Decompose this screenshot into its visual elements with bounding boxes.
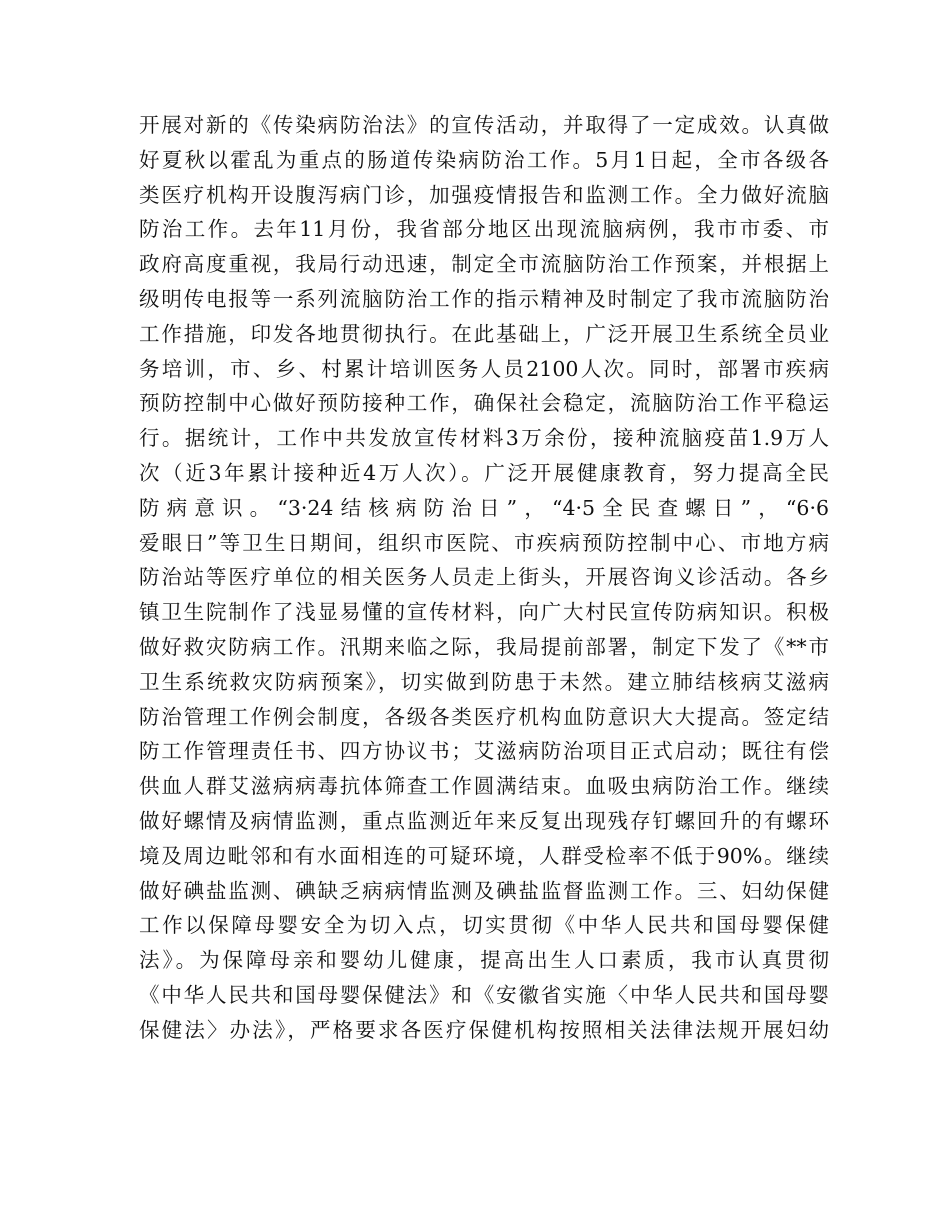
text-line: 工作措施，印发各地贯彻执行。在此基础上，广泛开展卫生系统全员业 — [139, 321, 829, 346]
text-line: 级明传电报等一系列流脑防治工作的指示精神及时制定了我市流脑防治 — [139, 286, 829, 311]
text-line: 类医疗机构开设腹泻病门诊，加强疫情报告和监测工作。全力做好流脑 — [139, 182, 829, 207]
text-line: 卫生系统救灾防病预案》，切实做到防患于未然。建立肺结核病艾滋病 — [139, 669, 829, 694]
text-line: 防工作管理责任书、四方协议书；艾滋病防治项目正式启动；既往有偿 — [139, 739, 829, 764]
text-line: 做好救灾防病工作。汛期来临之际，我局提前部署，制定下发了《**市 — [139, 634, 829, 659]
text-line: 开展对新的《传染病防治法》的宣传活动，并取得了一定成效。认真做 — [139, 113, 829, 137]
text-line: 做好碘盐监测、碘缺乏病病情监测及碘盐监督监测工作。三、妇幼保健 — [139, 878, 829, 903]
text-line: 保健法〉办法》，严格要求各医疗保健机构按照相关法律法规开展妇幼 — [139, 1017, 829, 1042]
body-text — [139, 108, 829, 1048]
text-line: 防病意识。“3·24结核病防治日”，“4·5全民查螺日”，“6·6 — [139, 495, 829, 520]
text-line: 政府高度重视，我局行动迅速，制定全市流脑防治工作预案，并根据上 — [139, 252, 829, 277]
text-line: 行。据统计，工作中共发放宣传材料3万余份，接种流脑疫苗1.9万人 — [139, 426, 829, 451]
text-line: 防治站等医疗单位的相关医务人员走上街头，开展咨询义诊活动。各乡 — [139, 565, 829, 590]
text-line: 镇卫生院制作了浅显易懂的宣传材料，向广大村民宣传防病知识。积极 — [139, 600, 829, 625]
text-line: 法》。为保障母亲和婴幼儿健康，提高出生人口素质，我市认真贯彻 — [139, 948, 829, 973]
text-line: 预防控制中心做好预防接种工作，确保社会稳定，流脑防治工作平稳运 — [139, 391, 829, 416]
text-line: 工作以保障母婴安全为切入点，切实贯彻《中华人民共和国母婴保健 — [139, 913, 829, 938]
text-line: 防治工作。去年11月份，我省部分地区出现流脑病例，我市市委、市 — [139, 217, 829, 242]
text-line: 供血人群艾滋病病毒抗体筛查工作圆满结束。血吸虫病防治工作。继续 — [139, 774, 829, 799]
text-line: 防治管理工作例会制度，各级各类医疗机构血防意识大大提高。签定结 — [139, 704, 829, 729]
text-line: 爱眼日”等卫生日期间，组织市医院、市疾病预防控制中心、市地方病 — [139, 530, 829, 555]
text-line: 好夏秋以霍乱为重点的肠道传染病防治工作。5月1日起，全市各级各 — [139, 147, 829, 172]
text-line: 务培训，市、乡、村累计培训医务人员2100人次。同时，部署市疾病 — [139, 356, 829, 381]
text-line: 次（近3年累计接种近4万人次）。广泛开展健康教育，努力提高全民 — [139, 460, 829, 485]
text-line: 《中华人民共和国母婴保健法》和《安徽省实施〈中华人民共和国母婴 — [139, 982, 829, 1007]
text-line: 做好螺情及病情监测，重点监测近年来反复出现残存钉螺回升的有螺环 — [139, 808, 829, 833]
text-line: 境及周边毗邻和有水面相连的可疑环境，人群受检率不低于90%。继续 — [139, 843, 829, 868]
